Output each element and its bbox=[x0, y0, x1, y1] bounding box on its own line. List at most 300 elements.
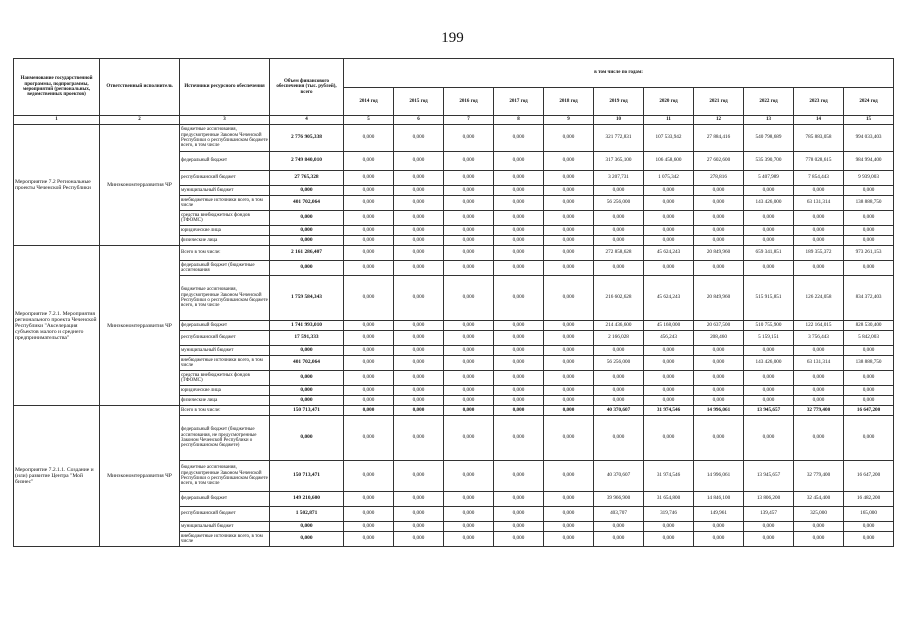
column-number: 13 bbox=[744, 116, 794, 125]
header-year: 2018 год bbox=[544, 87, 594, 116]
year-value: 0,000 bbox=[444, 236, 494, 246]
funding-source: внебюджетные источники всего, в том числе bbox=[180, 532, 270, 547]
year-value: 0,000 bbox=[494, 461, 544, 492]
year-value: 27 602,600 bbox=[694, 152, 744, 171]
year-value: 13 945,657 bbox=[744, 406, 794, 416]
year-value: 0,000 bbox=[744, 186, 794, 196]
year-value: 56 256,000 bbox=[594, 356, 644, 371]
activity-name: Мероприятие 7.2 Региональные проекты Чеченской Республики bbox=[14, 125, 100, 246]
funding-source: бюджетные ассигнования, предусмотренные Законом Чеченской Республики о республиканском бюджете всего, в том числе bbox=[180, 125, 270, 152]
year-value: 0,000 bbox=[494, 152, 544, 171]
year-value: 32 454,400 bbox=[794, 492, 844, 507]
header-year: 2015 год bbox=[394, 87, 444, 116]
responsible-executor: Минэкономтерразвития ЧР bbox=[100, 125, 180, 246]
year-value: 0,000 bbox=[494, 492, 544, 507]
year-value: 0,000 bbox=[494, 371, 544, 386]
year-value: 189 355,372 bbox=[794, 246, 844, 261]
year-value: 0,000 bbox=[494, 211, 544, 226]
year-value: 0,000 bbox=[394, 507, 444, 522]
year-value: 0,000 bbox=[644, 522, 694, 532]
year-value: 45 624,243 bbox=[644, 246, 694, 261]
year-value: 994 033,403 bbox=[844, 125, 894, 152]
year-value: 0,000 bbox=[644, 261, 694, 276]
year-value: 0,000 bbox=[494, 416, 544, 461]
year-value: 165,000 bbox=[844, 507, 894, 522]
year-value: 0,000 bbox=[344, 171, 394, 186]
year-value: 0,000 bbox=[544, 461, 594, 492]
year-value: 0,000 bbox=[594, 371, 644, 386]
year-value: 0,000 bbox=[744, 386, 794, 396]
table-row bbox=[14, 125, 894, 152]
column-number: 1 bbox=[14, 116, 100, 125]
year-value: 0,000 bbox=[544, 226, 594, 236]
year-value: 0,000 bbox=[744, 416, 794, 461]
year-value: 0,000 bbox=[744, 211, 794, 226]
year-value: 0,000 bbox=[344, 406, 394, 416]
funding-source: муниципальный бюджет bbox=[180, 522, 270, 532]
funding-source: бюджетные ассигнования, предусмотренные Законом Чеченской Республики о республиканском бюджете всего, в том числе bbox=[180, 276, 270, 321]
year-value: 0,000 bbox=[494, 331, 544, 346]
year-value: 0,000 bbox=[644, 346, 694, 356]
year-value: 143 426,000 bbox=[744, 196, 794, 211]
funding-source: федеральный бюджет (бюджетные ассигнования bbox=[180, 261, 270, 276]
year-value: 0,000 bbox=[444, 261, 494, 276]
year-value: 510 755,900 bbox=[744, 321, 794, 331]
year-value: 20 849,960 bbox=[694, 276, 744, 321]
year-value: 0,000 bbox=[744, 522, 794, 532]
year-value: 0,000 bbox=[344, 396, 394, 406]
total-volume: 150 713,471 bbox=[270, 461, 344, 492]
year-value: 515 915,851 bbox=[744, 276, 794, 321]
total-volume: 2 776 905,338 bbox=[270, 125, 344, 152]
year-value: 984 994,400 bbox=[844, 152, 894, 171]
year-value: 0,000 bbox=[344, 261, 394, 276]
year-value: 0,000 bbox=[844, 416, 894, 461]
year-value: 0,000 bbox=[444, 396, 494, 406]
total-volume: 0,000 bbox=[270, 261, 344, 276]
year-value: 0,000 bbox=[444, 386, 494, 396]
year-value: 0,000 bbox=[744, 396, 794, 406]
year-value: 0,000 bbox=[344, 236, 394, 246]
total-volume: 401 702,064 bbox=[270, 356, 344, 371]
funding-table bbox=[13, 58, 894, 547]
year-value: 0,000 bbox=[544, 356, 594, 371]
year-value: 5 159,151 bbox=[744, 331, 794, 346]
year-value: 0,000 bbox=[494, 406, 544, 416]
year-value: 0,000 bbox=[794, 226, 844, 236]
year-value: 0,000 bbox=[344, 416, 394, 461]
year-value: 0,000 bbox=[644, 416, 694, 461]
year-value: 0,000 bbox=[744, 371, 794, 386]
year-value: 0,000 bbox=[344, 246, 394, 261]
year-value: 0,000 bbox=[594, 236, 644, 246]
year-value: 0,000 bbox=[494, 186, 544, 196]
funding-source: Всего в том числе: bbox=[180, 246, 270, 261]
year-value: 0,000 bbox=[344, 196, 394, 211]
total-volume: 17 591,333 bbox=[270, 331, 344, 346]
year-value: 0,000 bbox=[694, 226, 744, 236]
column-number: 7 bbox=[444, 116, 494, 125]
year-value: 973 261,153 bbox=[844, 246, 894, 261]
year-value: 0,000 bbox=[344, 532, 394, 547]
year-value: 0,000 bbox=[444, 186, 494, 196]
year-value: 106 458,600 bbox=[644, 152, 694, 171]
year-value: 56 256,000 bbox=[594, 196, 644, 211]
funding-source: юридические лица bbox=[180, 386, 270, 396]
year-value: 0,000 bbox=[344, 125, 394, 152]
year-value: 149,961 bbox=[694, 507, 744, 522]
year-value: 785 883,058 bbox=[794, 125, 844, 152]
year-value: 16 647,200 bbox=[844, 406, 894, 416]
year-value: 0,000 bbox=[394, 246, 444, 261]
year-value: 0,000 bbox=[494, 261, 544, 276]
year-value: 0,000 bbox=[444, 196, 494, 211]
total-volume: 1 502,871 bbox=[270, 507, 344, 522]
column-number: 5 bbox=[344, 116, 394, 125]
year-value: 0,000 bbox=[844, 532, 894, 547]
year-value: 535 390,700 bbox=[744, 152, 794, 171]
year-value: 16 647,200 bbox=[844, 461, 894, 492]
year-value: 0,000 bbox=[544, 346, 594, 356]
funding-source: республиканский бюджет bbox=[180, 171, 270, 186]
year-value: 0,000 bbox=[444, 532, 494, 547]
year-value: 540 798,689 bbox=[744, 125, 794, 152]
year-value: 0,000 bbox=[494, 276, 544, 321]
year-value: 14 996,061 bbox=[694, 461, 744, 492]
year-value: 0,000 bbox=[394, 386, 444, 396]
responsible-executor: Минэкономтерразвития ЧР bbox=[100, 246, 180, 406]
year-value: 138 888,750 bbox=[844, 196, 894, 211]
year-value: 32 779,400 bbox=[794, 406, 844, 416]
year-value: 0,000 bbox=[794, 211, 844, 226]
column-number: 3 bbox=[180, 116, 270, 125]
year-value: 63 131,314 bbox=[794, 356, 844, 371]
year-value: 0,000 bbox=[794, 522, 844, 532]
year-value: 0,000 bbox=[744, 346, 794, 356]
year-value: 214 436,600 bbox=[594, 321, 644, 331]
year-value: 138 888,750 bbox=[844, 356, 894, 371]
year-value: 0,000 bbox=[394, 532, 444, 547]
year-value: 0,000 bbox=[844, 236, 894, 246]
year-value: 0,000 bbox=[394, 186, 444, 196]
year-value: 0,000 bbox=[644, 532, 694, 547]
column-number: 15 bbox=[844, 116, 894, 125]
year-value: 0,000 bbox=[344, 522, 394, 532]
header-year: 2021 год bbox=[694, 87, 744, 116]
year-value: 0,000 bbox=[694, 532, 744, 547]
year-value: 0,000 bbox=[394, 406, 444, 416]
year-value: 0,000 bbox=[544, 246, 594, 261]
year-value: 0,000 bbox=[544, 276, 594, 321]
column-number: 6 bbox=[394, 116, 444, 125]
year-value: 0,000 bbox=[494, 346, 544, 356]
year-value: 0,000 bbox=[344, 371, 394, 386]
year-value: 0,000 bbox=[494, 532, 544, 547]
year-value: 0,000 bbox=[394, 152, 444, 171]
year-value: 0,000 bbox=[544, 331, 594, 346]
year-value: 39 966,900 bbox=[594, 492, 644, 507]
year-value: 122 164,015 bbox=[794, 321, 844, 331]
year-value: 0,000 bbox=[644, 226, 694, 236]
year-value: 0,000 bbox=[494, 236, 544, 246]
year-value: 0,000 bbox=[794, 346, 844, 356]
total-volume: 150 713,471 bbox=[270, 406, 344, 416]
year-value: 0,000 bbox=[794, 396, 844, 406]
year-value: 0,000 bbox=[444, 321, 494, 331]
funding-source: Всего в том числе: bbox=[180, 406, 270, 416]
year-value: 0,000 bbox=[344, 211, 394, 226]
year-value: 0,000 bbox=[544, 152, 594, 171]
year-value: 0,000 bbox=[844, 371, 894, 386]
year-value: 0,000 bbox=[744, 532, 794, 547]
year-value: 143 426,000 bbox=[744, 356, 794, 371]
year-value: 0,000 bbox=[794, 186, 844, 196]
year-value: 0,000 bbox=[494, 321, 544, 331]
year-value: 0,000 bbox=[694, 371, 744, 386]
year-value: 0,000 bbox=[394, 331, 444, 346]
funding-source: физические лица bbox=[180, 236, 270, 246]
activity-name: Мероприятие 7.2.1. Мероприятия регионального проекта Чеченской Республики "Акселерация субъектов малого и среднего предпринимательства" bbox=[14, 246, 100, 406]
year-value: 0,000 bbox=[494, 396, 544, 406]
funding-source: республиканский бюджет bbox=[180, 331, 270, 346]
year-value: 317 365,100 bbox=[594, 152, 644, 171]
year-value: 20 637,500 bbox=[694, 321, 744, 331]
year-value: 0,000 bbox=[594, 396, 644, 406]
table-row bbox=[14, 246, 894, 261]
year-value: 0,000 bbox=[594, 386, 644, 396]
year-value: 63 131,314 bbox=[794, 196, 844, 211]
year-value: 0,000 bbox=[794, 261, 844, 276]
year-value: 0,000 bbox=[444, 211, 494, 226]
year-value: 0,000 bbox=[544, 406, 594, 416]
header-year: 2023 год bbox=[794, 87, 844, 116]
year-value: 0,000 bbox=[694, 186, 744, 196]
year-value: 0,000 bbox=[544, 125, 594, 152]
funding-source: федеральный бюджет bbox=[180, 152, 270, 171]
year-value: 0,000 bbox=[644, 236, 694, 246]
year-value: 14 846,100 bbox=[694, 492, 744, 507]
year-value: 0,000 bbox=[494, 386, 544, 396]
year-value: 0,000 bbox=[394, 356, 444, 371]
year-value: 0,000 bbox=[344, 356, 394, 371]
funding-source: физические лица bbox=[180, 396, 270, 406]
year-value: 0,000 bbox=[344, 492, 394, 507]
year-value: 0,000 bbox=[394, 492, 444, 507]
year-value: 0,000 bbox=[644, 211, 694, 226]
year-value: 0,000 bbox=[444, 226, 494, 236]
year-value: 0,000 bbox=[544, 196, 594, 211]
year-value: 0,000 bbox=[444, 331, 494, 346]
year-value: 0,000 bbox=[394, 346, 444, 356]
year-value: 0,000 bbox=[344, 226, 394, 236]
column-number: 12 bbox=[694, 116, 744, 125]
header-executor: Ответственный исполнитель bbox=[100, 59, 180, 116]
year-value: 126 224,058 bbox=[794, 276, 844, 321]
header-years-group: в том числе по годам: bbox=[344, 59, 894, 88]
total-volume: 1 741 993,010 bbox=[270, 321, 344, 331]
year-value: 0,000 bbox=[494, 356, 544, 371]
header-year: 2017 год bbox=[494, 87, 544, 116]
year-value: 0,000 bbox=[394, 416, 444, 461]
year-value: 0,000 bbox=[544, 532, 594, 547]
column-number: 14 bbox=[794, 116, 844, 125]
year-value: 0,000 bbox=[444, 246, 494, 261]
year-value: 0,000 bbox=[694, 522, 744, 532]
column-number: 8 bbox=[494, 116, 544, 125]
year-value: 0,000 bbox=[794, 236, 844, 246]
column-number: 2 bbox=[100, 116, 180, 125]
funding-source: республиканский бюджет bbox=[180, 507, 270, 522]
year-value: 45 168,000 bbox=[644, 321, 694, 331]
year-value: 31 654,800 bbox=[644, 492, 694, 507]
year-value: 13 806,200 bbox=[744, 492, 794, 507]
year-value: 0,000 bbox=[444, 507, 494, 522]
funding-source: федеральный бюджет bbox=[180, 492, 270, 507]
year-value: 0,000 bbox=[544, 492, 594, 507]
year-value: 0,000 bbox=[544, 396, 594, 406]
year-value: 40 370,607 bbox=[594, 461, 644, 492]
total-volume: 149 210,600 bbox=[270, 492, 344, 507]
year-value: 0,000 bbox=[494, 196, 544, 211]
year-value: 0,000 bbox=[794, 386, 844, 396]
total-volume: 2 749 840,010 bbox=[270, 152, 344, 171]
header-year: 2020 год bbox=[644, 87, 694, 116]
header-volume: Объем финансового обеспечения (тыс. рублей), всего bbox=[270, 59, 344, 116]
column-number: 10 bbox=[594, 116, 644, 125]
year-value: 0,000 bbox=[594, 416, 644, 461]
column-number: 9 bbox=[544, 116, 594, 125]
year-value: 0,000 bbox=[694, 196, 744, 211]
year-value: 0,000 bbox=[344, 331, 394, 346]
year-value: 0,000 bbox=[344, 321, 394, 331]
year-value: 0,000 bbox=[344, 276, 394, 321]
year-value: 0,000 bbox=[844, 211, 894, 226]
year-value: 0,000 bbox=[594, 261, 644, 276]
header-year: 2024 год bbox=[844, 87, 894, 116]
year-value: 9 939,003 bbox=[844, 171, 894, 186]
total-volume: 0,000 bbox=[270, 236, 344, 246]
year-value: 0,000 bbox=[394, 321, 444, 331]
total-volume: 0,000 bbox=[270, 396, 344, 406]
year-value: 0,000 bbox=[594, 186, 644, 196]
total-volume: 401 702,064 bbox=[270, 196, 344, 211]
year-value: 0,000 bbox=[444, 356, 494, 371]
year-value: 0,000 bbox=[444, 371, 494, 386]
year-value: 272 858,628 bbox=[594, 246, 644, 261]
year-value: 0,000 bbox=[444, 171, 494, 186]
funding-source: муниципальный бюджет bbox=[180, 346, 270, 356]
funding-source: федеральный бюджет (бюджетные ассигнования, не предусмотренные Законом Чеченской Республики о республиканском бюджете) bbox=[180, 416, 270, 461]
year-value: 0,000 bbox=[844, 226, 894, 236]
header-year: 2014 год bbox=[344, 87, 394, 116]
year-value: 0,000 bbox=[544, 171, 594, 186]
funding-source: юридические лица bbox=[180, 226, 270, 236]
funding-source: муниципальный бюджет bbox=[180, 186, 270, 196]
year-value: 0,000 bbox=[544, 507, 594, 522]
year-value: 0,000 bbox=[794, 416, 844, 461]
year-value: 319,746 bbox=[644, 507, 694, 522]
total-volume: 0,000 bbox=[270, 532, 344, 547]
year-value: 2 166,028 bbox=[594, 331, 644, 346]
year-value: 0,000 bbox=[544, 416, 594, 461]
year-value: 0,000 bbox=[544, 386, 594, 396]
year-value: 0,000 bbox=[394, 226, 444, 236]
year-value: 0,000 bbox=[494, 246, 544, 261]
year-value: 0,000 bbox=[844, 346, 894, 356]
year-value: 0,000 bbox=[644, 356, 694, 371]
year-value: 0,000 bbox=[644, 386, 694, 396]
funding-source: федеральный бюджет bbox=[180, 321, 270, 331]
year-value: 456,243 bbox=[644, 331, 694, 346]
year-value: 0,000 bbox=[494, 507, 544, 522]
year-value: 659 341,851 bbox=[744, 246, 794, 261]
year-value: 0,000 bbox=[344, 507, 394, 522]
year-value: 325,000 bbox=[794, 507, 844, 522]
year-value: 828 530,400 bbox=[844, 321, 894, 331]
year-value: 0,000 bbox=[394, 171, 444, 186]
year-value: 0,000 bbox=[844, 386, 894, 396]
year-value: 31 974,546 bbox=[644, 461, 694, 492]
table-row bbox=[14, 406, 894, 416]
year-value: 5 407,989 bbox=[744, 171, 794, 186]
year-value: 216 602,628 bbox=[594, 276, 644, 321]
year-value: 0,000 bbox=[594, 532, 644, 547]
year-value: 0,000 bbox=[444, 492, 494, 507]
year-value: 0,000 bbox=[444, 276, 494, 321]
year-value: 0,000 bbox=[694, 396, 744, 406]
year-value: 0,000 bbox=[644, 396, 694, 406]
year-value: 3 756,443 bbox=[794, 331, 844, 346]
year-value: 0,000 bbox=[644, 371, 694, 386]
year-value: 0,000 bbox=[394, 522, 444, 532]
activity-name: Мероприятие 7.2.1.1. Создание и (или) развитие Центра "Мой бизнес" bbox=[14, 406, 100, 547]
year-value: 0,000 bbox=[594, 346, 644, 356]
funding-source: средства внебюджетных фондов (ТФОМС) bbox=[180, 371, 270, 386]
year-value: 834 372,403 bbox=[844, 276, 894, 321]
total-volume: 0,000 bbox=[270, 416, 344, 461]
year-value: 0,000 bbox=[694, 416, 744, 461]
funding-source: средства внебюджетных фондов (ТФОМС) bbox=[180, 211, 270, 226]
year-value: 0,000 bbox=[694, 356, 744, 371]
year-value: 0,000 bbox=[394, 236, 444, 246]
funding-source: внебюджетные источники всего, в том числе bbox=[180, 196, 270, 211]
year-value: 0,000 bbox=[844, 396, 894, 406]
year-value: 0,000 bbox=[594, 522, 644, 532]
year-value: 20 849,960 bbox=[694, 246, 744, 261]
year-value: 0,000 bbox=[344, 461, 394, 492]
year-value: 0,000 bbox=[744, 261, 794, 276]
total-volume: 1 759 584,343 bbox=[270, 276, 344, 321]
year-value: 13 945,657 bbox=[744, 461, 794, 492]
year-value: 0,000 bbox=[394, 211, 444, 226]
year-value: 0,000 bbox=[344, 346, 394, 356]
total-volume: 0,000 bbox=[270, 226, 344, 236]
funding-source: бюджетные ассигнования, предусмотренные Законом Чеченской Республики о республиканском бюджете всего, в том числе bbox=[180, 461, 270, 492]
total-volume: 0,000 bbox=[270, 211, 344, 226]
year-value: 0,000 bbox=[444, 152, 494, 171]
year-value: 0,000 bbox=[844, 522, 894, 532]
year-value: 32 779,400 bbox=[794, 461, 844, 492]
year-value: 0,000 bbox=[694, 346, 744, 356]
year-value: 403,707 bbox=[594, 507, 644, 522]
year-value: 0,000 bbox=[444, 125, 494, 152]
year-value: 0,000 bbox=[444, 461, 494, 492]
total-volume: 0,000 bbox=[270, 386, 344, 396]
year-value: 31 974,546 bbox=[644, 406, 694, 416]
year-value: 3 207,731 bbox=[594, 171, 644, 186]
page-number: 199 bbox=[441, 30, 464, 46]
year-value: 208,460 bbox=[694, 331, 744, 346]
